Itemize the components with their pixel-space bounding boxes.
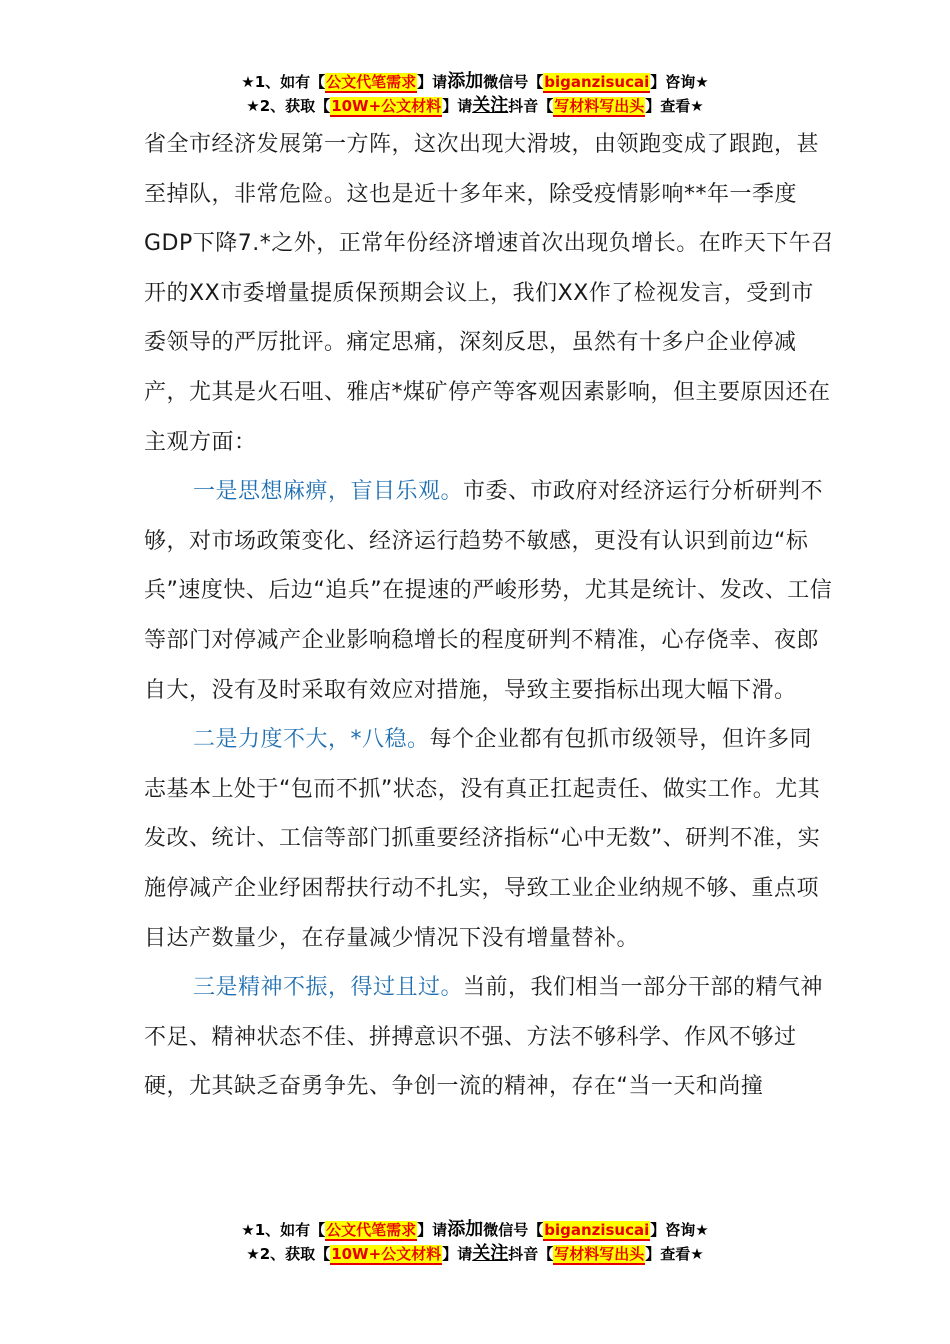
point-heading: 一是思想麻痹，盲目乐观。 xyxy=(193,479,464,505)
header-banner xyxy=(0,70,950,118)
highlight-materials: 10W+公文材料 xyxy=(331,1245,442,1263)
highlight-materials: 10W+公文材料 xyxy=(331,97,442,115)
star-icon: ★ xyxy=(246,1245,260,1263)
banner-line-2: ★2、获取【10W+公文材料】请关注抖音【写材料写出头】查看★ xyxy=(246,1243,704,1264)
paragraph-point-2: 二是力度不大，*八稳。每个企业都有包抓市级领导，但许多同志基本上处于“包而不抓”状态，没有真正扛起责任、做实工作。尤其发改、统计、工信等部门抓重要经济指标“心中无数”、研判不准，实施停减产企业纾困帮扶行动不扎实，导致工业企业纳规不够、重点项目达产数量少，在存量减少情况下没有增量替补。 xyxy=(144,727,821,951)
paragraph-point-3: 三是精神不振，得过且过。当前，我们相当一部分干部的精气神不足、精神状态不佳、拼搏意识不强、方法不够科学、作风不够过硬，尤其缺乏奋勇争先、争创一流的精神，存在“当一天和尚撞 xyxy=(144,975,824,1100)
highlight-service: 公文代笔需求 xyxy=(326,73,417,91)
highlight-wechat-id: biganzisucai xyxy=(544,73,650,91)
paragraph-intro: 省全市经济发展第一方阵，这次出现大滑坡，由领跑变成了跟跑，甚至掉队，非常危险。这也是近十多年来，除受疫情影响**年一季度GDP下降7.*之外，正常年份经济增速首次出现负增长。在昨天下午召开的XX市委增量提质保预期会议上，我们XX作了检视发言，受到市委领导的严厉批评。痛定思痛，深刻反思，虽然有十多户企业停减产，尤其是火石咀、雅店*煤矿停产等客观因素影响，但主要原因还在主观方面： xyxy=(144,132,834,455)
highlight-service: 公文代笔需求 xyxy=(326,1221,417,1239)
paragraph-point-1: 一是思想麻痹，盲目乐观。市委、市政府对经济运行分析研判不够，对市场政策变化、经济运行趋势不敏感，更没有认识到前边“标兵”速度快、后边“追兵”在提速的严峻形势，尤其是统计、发改、工信等部门对停减产企业影响稳增长的程度研判不精准，心存侥幸、夜郎自大，没有及时采取有效应对措施，导致主要指标出现大幅下滑。 xyxy=(144,479,833,703)
point-heading: 三是精神不振，得过且过。 xyxy=(193,975,464,1001)
star-icon: ★ xyxy=(241,73,255,91)
point-heading: 二是力度不大，*八稳。 xyxy=(193,727,430,753)
highlight-wechat-id: biganzisucai xyxy=(544,1221,650,1239)
footer-banner xyxy=(0,1218,950,1266)
banner-line-1: ★1、如有【公文代笔需求】请添加微信号【biganzisucai】咨询★ xyxy=(241,71,709,92)
document-body xyxy=(144,120,834,1112)
star-icon: ★ xyxy=(241,1221,255,1239)
banner-line-2: ★2、获取【10W+公文材料】请关注抖音【写材料写出头】查看★ xyxy=(246,95,704,116)
banner-line-1: ★1、如有【公文代笔需求】请添加微信号【biganzisucai】咨询★ xyxy=(241,1219,709,1240)
highlight-douyin: 写材料写出头 xyxy=(554,97,645,115)
highlight-douyin: 写材料写出头 xyxy=(554,1245,645,1263)
star-icon: ★ xyxy=(246,97,260,115)
